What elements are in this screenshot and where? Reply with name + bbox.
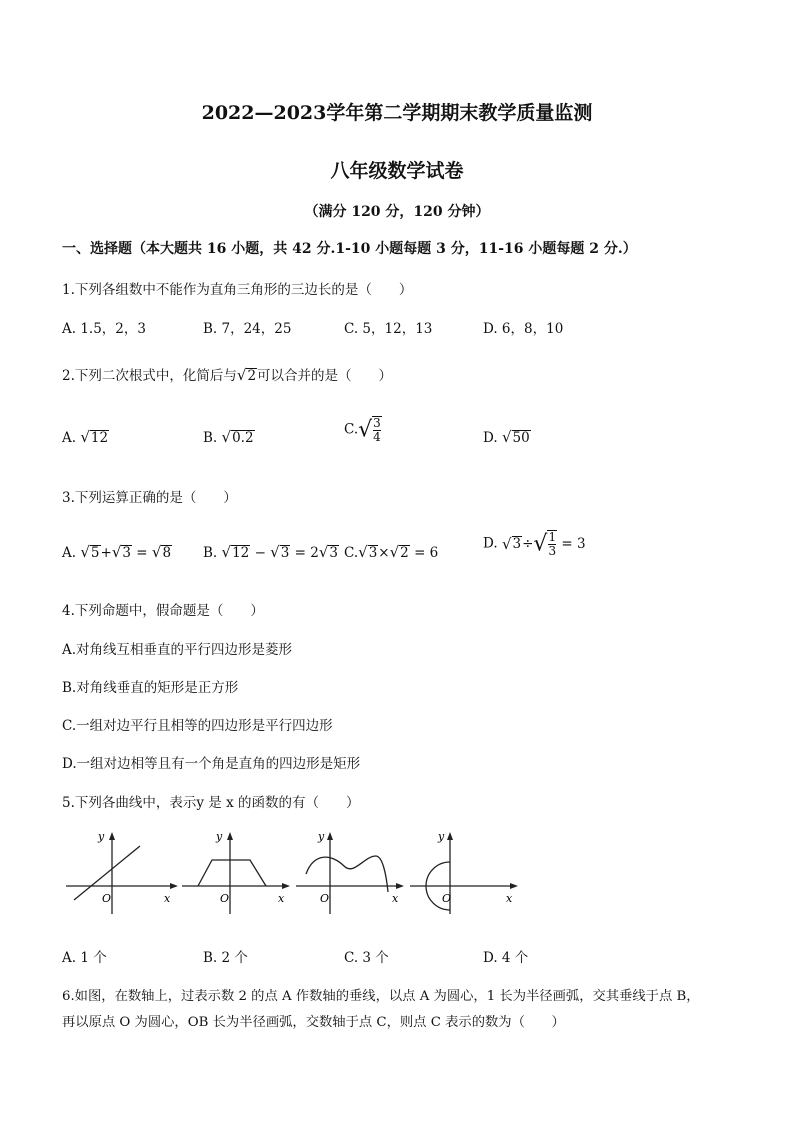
radicand: 2 bbox=[400, 545, 409, 561]
radicand: 50 bbox=[512, 430, 530, 446]
question-3-option-d: D. √3÷√ $\frac{1}{3}$ = 3 bbox=[483, 530, 586, 558]
radicand: 3 bbox=[329, 545, 338, 561]
question-5-stem: 5.下列各曲线中，表示y 是 x 的函数的有（ ） bbox=[62, 795, 360, 811]
function-graph-3 bbox=[292, 826, 412, 916]
graph-origin-label: O bbox=[102, 892, 112, 905]
graph-x-label: x bbox=[392, 892, 399, 905]
question-1-option-a: A. 1.5，2，3 bbox=[62, 321, 146, 337]
question-4-stem: 4.下列命题中，假命题是（ ） bbox=[62, 603, 264, 619]
question-2-option-a: A. √12 bbox=[62, 428, 109, 446]
question-3-stem: 3.下列运算正确的是（ ） bbox=[62, 490, 237, 506]
question-2-option-c: C.√ $\frac{3}{4}$ bbox=[344, 416, 381, 444]
score-info: （满分 120 分，120 分钟） bbox=[304, 204, 490, 220]
equals: = 3 bbox=[561, 536, 586, 552]
radicand: 3 bbox=[368, 545, 378, 561]
question-2-stem-pre: 2.下列二次根式中，化简后与 bbox=[62, 368, 237, 384]
question-1-option-c: C. 5，12，13 bbox=[344, 321, 433, 337]
fraction-numerator: 1 bbox=[548, 530, 557, 544]
question-4-option-d: D.一组对边相等且有一个角是直角的四边形是矩形 bbox=[62, 756, 361, 772]
radicand: 5 bbox=[90, 545, 100, 561]
question-5-option-d: D. 4 个 bbox=[483, 950, 529, 966]
question-2-option-d: D. √50 bbox=[483, 428, 530, 446]
question-2-stem-radicand: 2 bbox=[247, 368, 257, 384]
question-5-option-c: C. 3 个 bbox=[344, 950, 389, 966]
question-3-option-b: B. √12 − √3 = 2√3 bbox=[203, 543, 338, 561]
radicand: 12 bbox=[90, 430, 109, 446]
equals: = bbox=[136, 545, 148, 561]
operator: + bbox=[100, 545, 112, 561]
graph-y-label: y bbox=[216, 830, 223, 843]
fraction-numerator: 3 bbox=[373, 416, 381, 430]
question-4-option-a: A.对角线互相垂直的平行四边形是菱形 bbox=[62, 642, 293, 658]
graph-x-label: x bbox=[506, 892, 513, 905]
page-title: 2022—2023学年第二学期期末教学质量监测 bbox=[201, 102, 593, 124]
function-graph-4 bbox=[406, 826, 526, 916]
function-graph-1 bbox=[62, 826, 182, 916]
question-6-line-2: 再以原点 O 为圆心，OB 长为半径画弧，交数轴于点 C，则点 C 表示的数为（ ） bbox=[62, 1015, 565, 1030]
graph-y-label: y bbox=[318, 830, 325, 843]
graph-x-label: x bbox=[278, 892, 285, 905]
section-heading: 一、选择题（本大题共 16 小题，共 42 分.1-10 小题每题 3 分，11-16 小题每题 2 分.） bbox=[62, 241, 637, 257]
equals: = 6 bbox=[414, 545, 439, 561]
question-5-option-a: A. 1 个 bbox=[62, 950, 107, 966]
graph-x-label: x bbox=[164, 892, 171, 905]
question-3-option-c: C.√3×√2 = 6 bbox=[344, 543, 439, 561]
option-label: D. bbox=[483, 535, 498, 552]
option-label: C. bbox=[344, 545, 359, 561]
graph-origin-label: O bbox=[220, 892, 230, 905]
question-1-option-d: D. 6，8，10 bbox=[483, 321, 564, 337]
graph-origin-label: O bbox=[442, 892, 452, 905]
question-2-stem-post: 可以合并的是（ ） bbox=[257, 368, 393, 384]
graph-origin-label: O bbox=[320, 892, 330, 905]
question-1-option-b: B. 7，24，25 bbox=[203, 321, 292, 337]
radicand: 3 bbox=[512, 536, 522, 552]
option-label: A. bbox=[62, 430, 77, 446]
operator: × bbox=[378, 545, 390, 561]
page-subtitle: 八年级数学试卷 bbox=[330, 160, 464, 182]
fraction-denominator: 3 bbox=[548, 544, 557, 558]
question-5-option-b: B. 2 个 bbox=[203, 950, 248, 966]
question-2-option-b: B. √0.2 bbox=[203, 428, 254, 446]
graph-y-label: y bbox=[98, 830, 105, 843]
option-label: A. bbox=[62, 545, 77, 561]
graph-y-label: y bbox=[438, 830, 445, 843]
option-label: B. bbox=[203, 430, 218, 446]
question-1-stem: 1.下列各组数中不能作为直角三角形的三边长的是（ ） bbox=[62, 282, 413, 298]
option-label: C. bbox=[344, 421, 359, 438]
radicand: 3 bbox=[122, 545, 131, 561]
radicand: 8 bbox=[162, 545, 172, 561]
radicand: 12 bbox=[232, 545, 250, 561]
question-4-option-c: C.一组对边平行且相等的四边形是平行四边形 bbox=[62, 718, 333, 734]
question-4-option-b: B.对角线垂直的矩形是正方形 bbox=[62, 680, 239, 696]
radicand: 0.2 bbox=[232, 430, 254, 446]
operator: − bbox=[254, 545, 266, 561]
question-3-option-a: A. √5+√3 = √8 bbox=[62, 543, 172, 561]
option-label: D. bbox=[483, 430, 498, 446]
question-2-stem: 2.下列二次根式中，化简后与√2可以合并的是（ ） bbox=[62, 366, 393, 384]
function-graph-2 bbox=[178, 826, 298, 916]
fraction-denominator: 4 bbox=[373, 430, 381, 444]
operator: ÷ bbox=[522, 536, 534, 552]
option-label: B. bbox=[203, 545, 218, 561]
radicand: 3 bbox=[280, 545, 290, 561]
question-6-line-1: 6.如图，在数轴上，过表示数 2 的点 A 作数轴的垂线，以点 A 为圆心，1 长为半径画弧，交其垂线于点 B， bbox=[62, 989, 700, 1004]
equals: = 2 bbox=[294, 545, 319, 561]
